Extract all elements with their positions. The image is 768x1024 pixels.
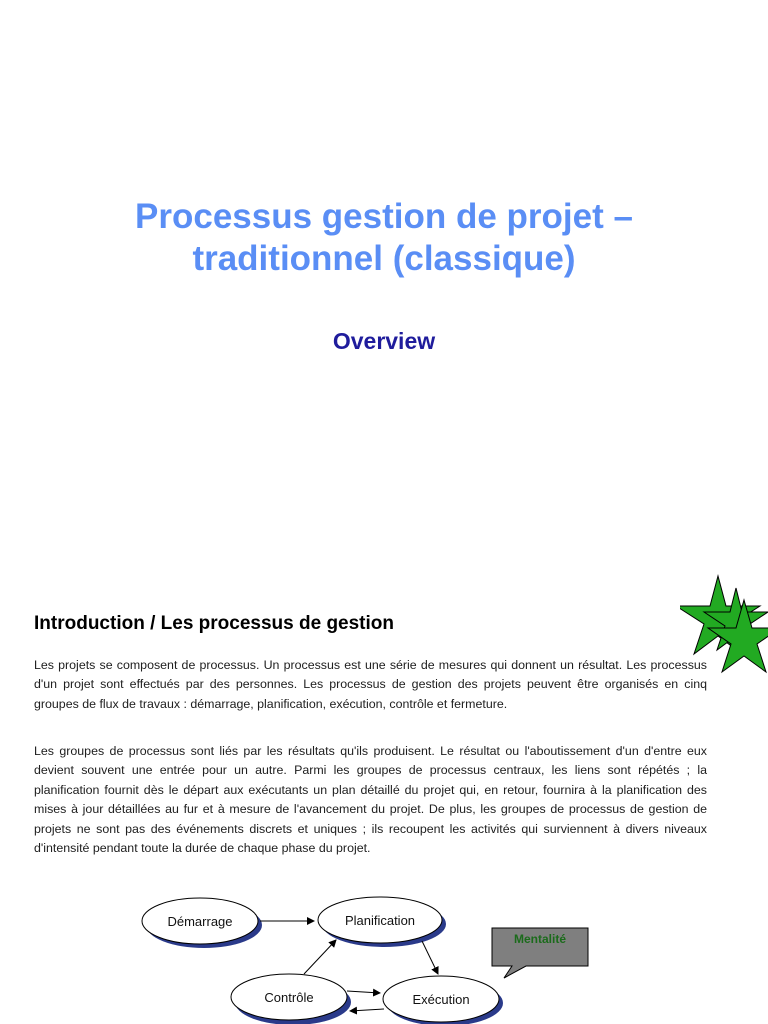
node-demarrage <box>142 898 262 948</box>
section-heading: Introduction / Les processus de gestion <box>34 613 394 634</box>
intro-paragraph-1: Les projets se composent de processus. Un processus est une série de mesures qui donnent un résultat. Les processus d'un projet sont effectués par des personnes. Les processus de gestion des projets peuvent être organisés en cinq groupes de flux de travaux : démarrage, planification, exécution, contrôle et fermeture. <box>34 658 707 711</box>
slide-subtitle: Overview <box>332 328 436 354</box>
slide-title-line-1: Processus gestion de projet – <box>135 197 633 236</box>
callout-mentalite-label: Mentalité <box>513 932 567 946</box>
intro-paragraph-2: Les groupes de processus sont liés par les résultats qu'ils produisent. Le résultat ou l'aboutissement d'un d'entre eux devient souvent une entrée pour un autre. Parmi les groupes de processus centraux, les liens sont répétés ; la planification fournit dès le départ aux exécutants un plan détaillé du projet qui, en retour, fournira à la planification des mises à jour détaillées au fur et à mesure de l'avancement du projet. De plus, les groupes de processus de gestion de projets ne sont pas des événements discrets et uniques ; ils recoupent les activités qui surviennent à divers niveaux d'intensité pendant toute la durée de chaque phase du projet. <box>34 744 707 856</box>
slide-title-line-2: traditionnel (classique) <box>192 239 576 278</box>
node-controle-label: Contrôle <box>264 990 314 1005</box>
arrow-execution-to-controle <box>350 1009 384 1011</box>
node-controle <box>231 974 351 1024</box>
callout-mentalite <box>492 928 588 978</box>
node-planification-label: Planification <box>344 913 416 928</box>
node-execution <box>383 976 503 1024</box>
node-demarrage-label: Démarrage <box>167 914 233 929</box>
process-diagram <box>140 890 610 1024</box>
node-execution-label: Exécution <box>412 992 470 1007</box>
node-planification <box>318 897 446 947</box>
slide-title <box>0 196 768 280</box>
arrow-planification-to-execution <box>422 941 438 974</box>
arrow-controle-to-planification <box>304 940 336 974</box>
arrow-controle-to-execution <box>347 991 380 993</box>
